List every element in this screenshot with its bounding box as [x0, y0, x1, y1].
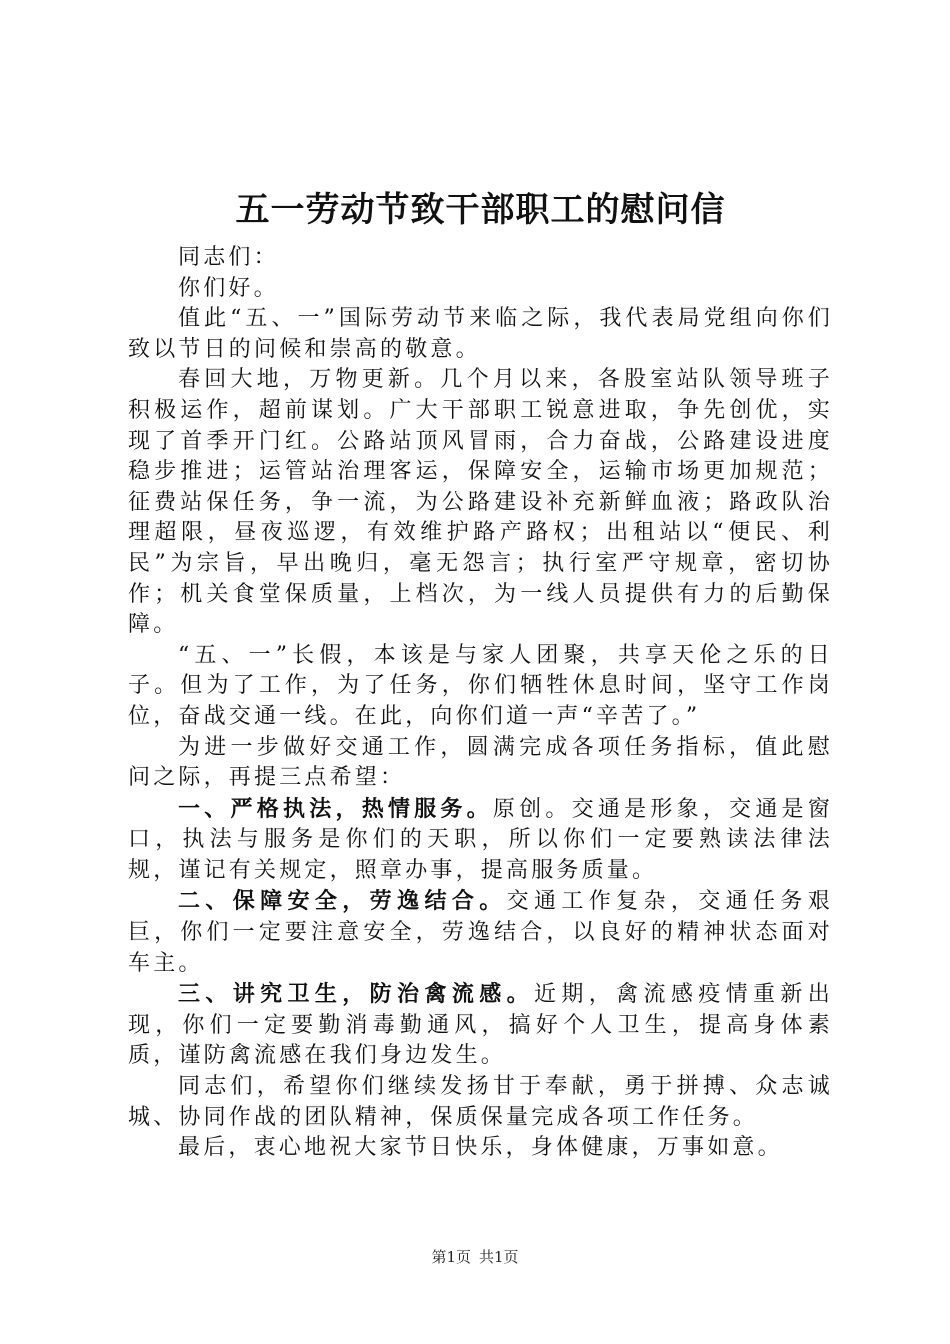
- hope-heading-1: 一、严格执法，热情服务。: [178, 795, 493, 822]
- hope-item-2: [128, 886, 833, 979]
- paragraph-holiday-regards: 值此“五、一”国际劳动节来临之际，我代表局党组向你们致以节日的问候和崇高的敬意。: [128, 306, 833, 362]
- paragraph-hopes-intro: 为进一步做好交通工作，圆满完成各项任务指标，值此慰问之际，再提三点希望：: [128, 734, 833, 791]
- paragraph-achievements: 春回大地，万物更新。几个月以来，各股室站队领导班子积极运作，超前谋划。广大干部职工锐意进取，争先创优，实现了首季开门红。公路站顶风冒雨，合力奋战，公路建设进度稳步推进；运管站治理客运，保障安全，运输市场更加规范；征费站保任务，争一流，为公路建设补充新鲜血液；路政队治理超限，昼夜巡逻，有效维护路产路权；出租站以“便民、利民”为宗旨，早出晚归，毫无怨言；执行室严守规章，密切协作；机关食堂保质量，上档次，为一线人员提供有力的后勤保障。: [128, 367, 833, 638]
- document-body: [128, 243, 833, 1164]
- page-footer: [0, 1247, 950, 1267]
- page-number: 第1页: [431, 1248, 471, 1266]
- hope-item-1: [128, 794, 833, 887]
- document-title: 五一劳动节致干部职工的慰问信: [235, 190, 726, 230]
- closing-paragraph: 同志们，希望你们继续发扬甘于奉献，勇于拼搏、众志诚城、协同作战的团队精神，保质保量完成各项工作任务。: [128, 1074, 833, 1130]
- hope-text-2: 交通工作复杂，交通任务艰巨，你们一定要注意安全，劳逸结合，以良好的精神状态面对车主。: [128, 889, 833, 976]
- hope-heading-2: 二、保障安全，劳逸结合。: [178, 888, 507, 915]
- hope-item-3: [128, 979, 833, 1072]
- greeting: 你们好。: [178, 275, 279, 301]
- salutation: 同志们：: [178, 245, 279, 270]
- page-total: 共1页: [479, 1248, 519, 1266]
- hope-text-3: 近期，禽流感疫情重新出现，你们一定要勤消毒勤通风，搞好个人卫生，提高身体素质，谨防禽流感在我们身边发生。: [128, 982, 833, 1069]
- paragraph-holiday-work: “五、一”长假，本该是与家人团聚，共享天伦之乐的日子。但为了工作，为了任务，你们牺牲休息时间，坚守工作岗位，奋战交通一线。在此，向你们道一声“辛苦了。”: [128, 642, 833, 729]
- hope-heading-3: 三、讲究卫生，防治禽流感。: [178, 981, 534, 1008]
- closing-wishes: 最后，衷心地祝大家节日快乐，身体健康，万事如意。: [178, 1135, 783, 1161]
- hope-text-1: 原创。交通是形象，交通是窗口，执法与服务是你们的天职，所以你们一定要熟读法律法规，谨记有关规定，照章办事，提高服务质量。: [128, 796, 833, 883]
